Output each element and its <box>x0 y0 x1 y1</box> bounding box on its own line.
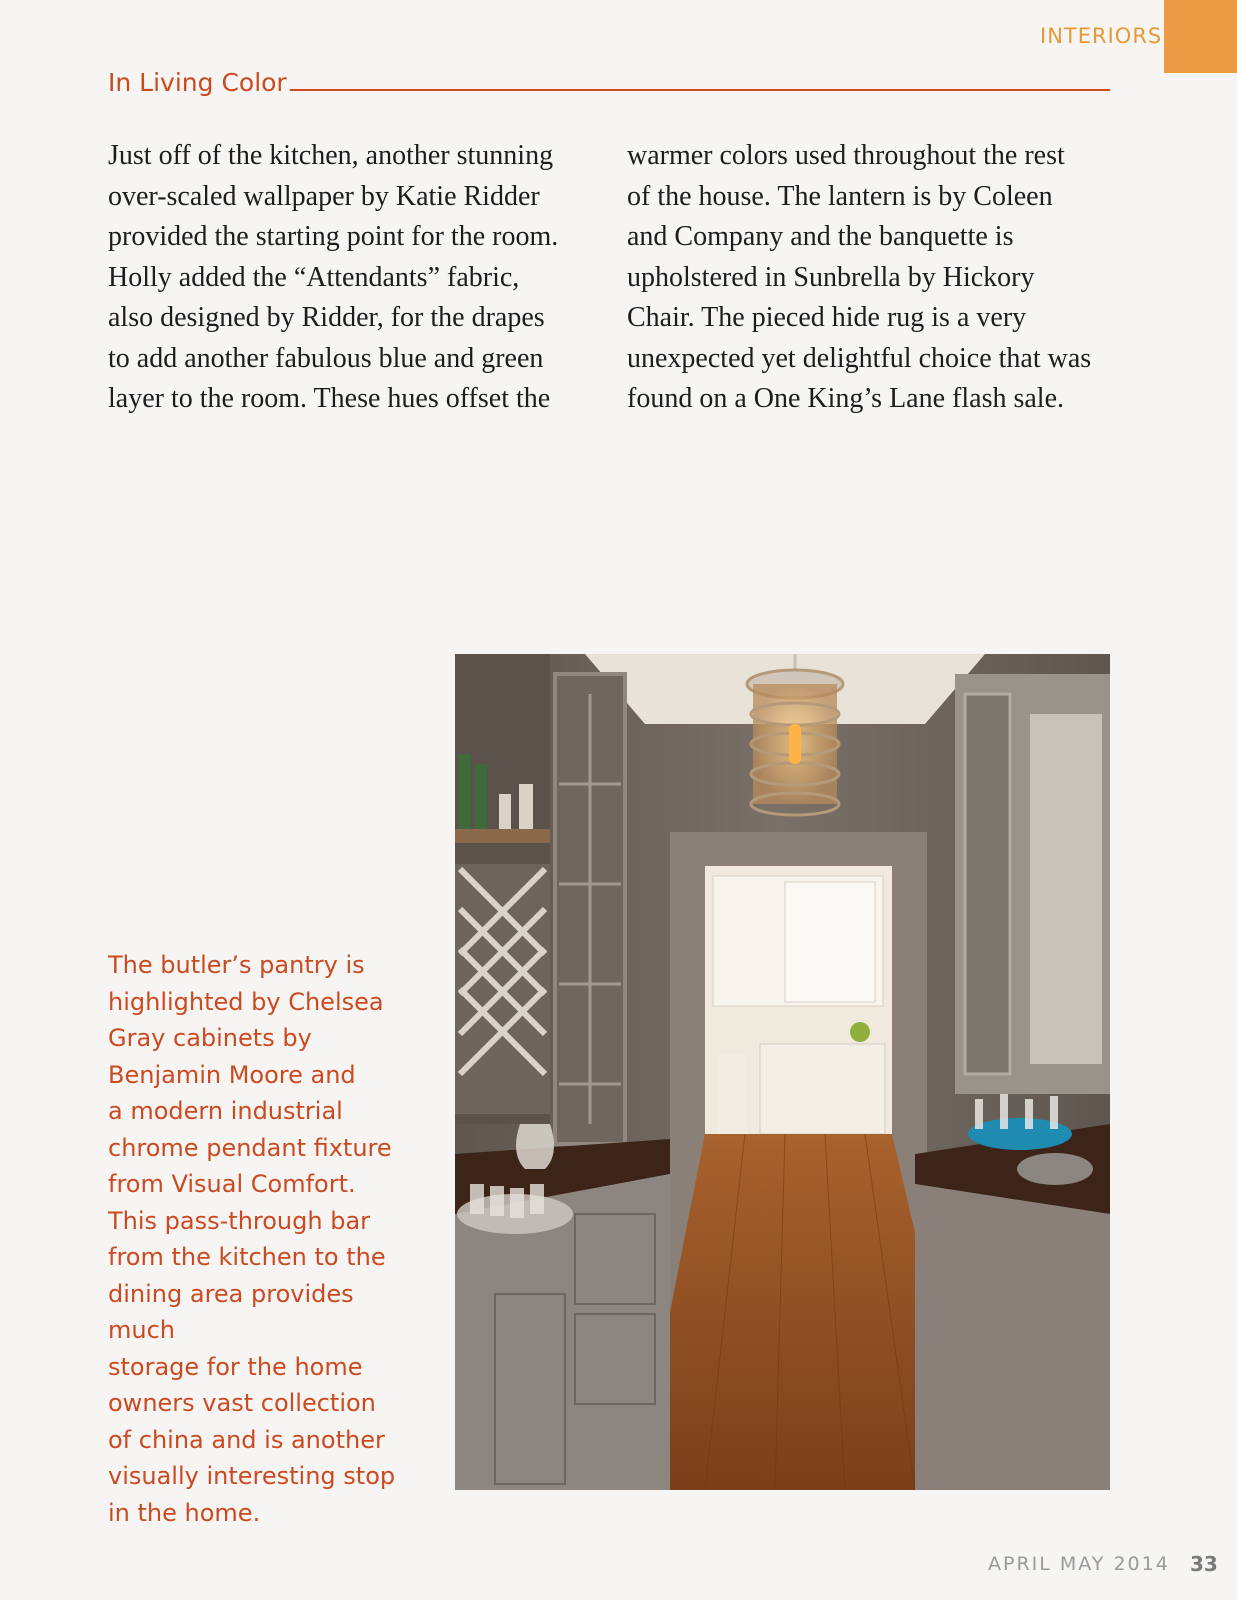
body-line: Just off of the kitchen, another stunning <box>108 140 554 171</box>
body-line: layer to the room. These hues offset the <box>108 383 551 414</box>
caption-line: from Visual Comfort. <box>108 1170 356 1198</box>
body-line: Holly added the “Attendants” fabric, <box>108 261 520 293</box>
caption-line: This pass-through bar <box>108 1206 371 1235</box>
caption-line: dining area provides much <box>108 1279 354 1344</box>
caption-line: owners vast collection <box>108 1389 376 1417</box>
body-line: warmer colors used throughout the rest <box>627 140 1065 171</box>
article-heading: In Living Color <box>108 68 287 97</box>
caption-line: in the home. <box>108 1498 261 1527</box>
photo-caption <box>108 947 428 1531</box>
body-line: found on a One King’s Lane flash sale. <box>627 383 1064 414</box>
body-line: of the house. The lantern is by Coleen <box>627 180 1053 212</box>
caption-line: highlighted by Chelsea <box>108 987 384 1016</box>
caption-line: Benjamin Moore and <box>108 1060 356 1089</box>
body-line: also designed by Ridder, for the drapes <box>108 302 545 333</box>
caption-line: of china and is another <box>108 1425 385 1454</box>
body-column-left <box>108 136 588 420</box>
body-line: provided the starting point for the room. <box>108 221 559 252</box>
section-label: INTERIORS <box>1040 24 1163 48</box>
body-line: Chair. The pieced hide rug is a very <box>627 302 1027 333</box>
body-line: and Company and the banquette is <box>627 221 1014 252</box>
body-line: over-scaled wallpaper by Katie Ridder <box>108 180 540 212</box>
pantry-photo <box>455 654 1110 1490</box>
body-line: to add another fabulous blue and green <box>108 342 544 374</box>
section-tab-block <box>1164 0 1237 73</box>
body-line: upholstered in Sunbrella by Hickory <box>627 261 1035 293</box>
caption-line: chrome pendant fixture <box>108 1133 392 1162</box>
page-number: 33 <box>1190 1552 1218 1576</box>
caption-line: storage for the home <box>108 1352 363 1381</box>
heading-rule <box>290 89 1110 91</box>
caption-line: a modern industrial <box>108 1097 343 1125</box>
caption-line: Gray cabinets by <box>108 1024 312 1052</box>
caption-line: visually interesting stop <box>108 1462 396 1490</box>
body-line: unexpected yet delightful choice that was <box>627 342 1092 374</box>
caption-line: from the kitchen to the <box>108 1243 386 1271</box>
caption-line: The butler’s pantry is <box>108 951 365 979</box>
issue-date: APRIL MAY 2014 <box>988 1553 1170 1575</box>
body-column-right <box>627 136 1107 420</box>
